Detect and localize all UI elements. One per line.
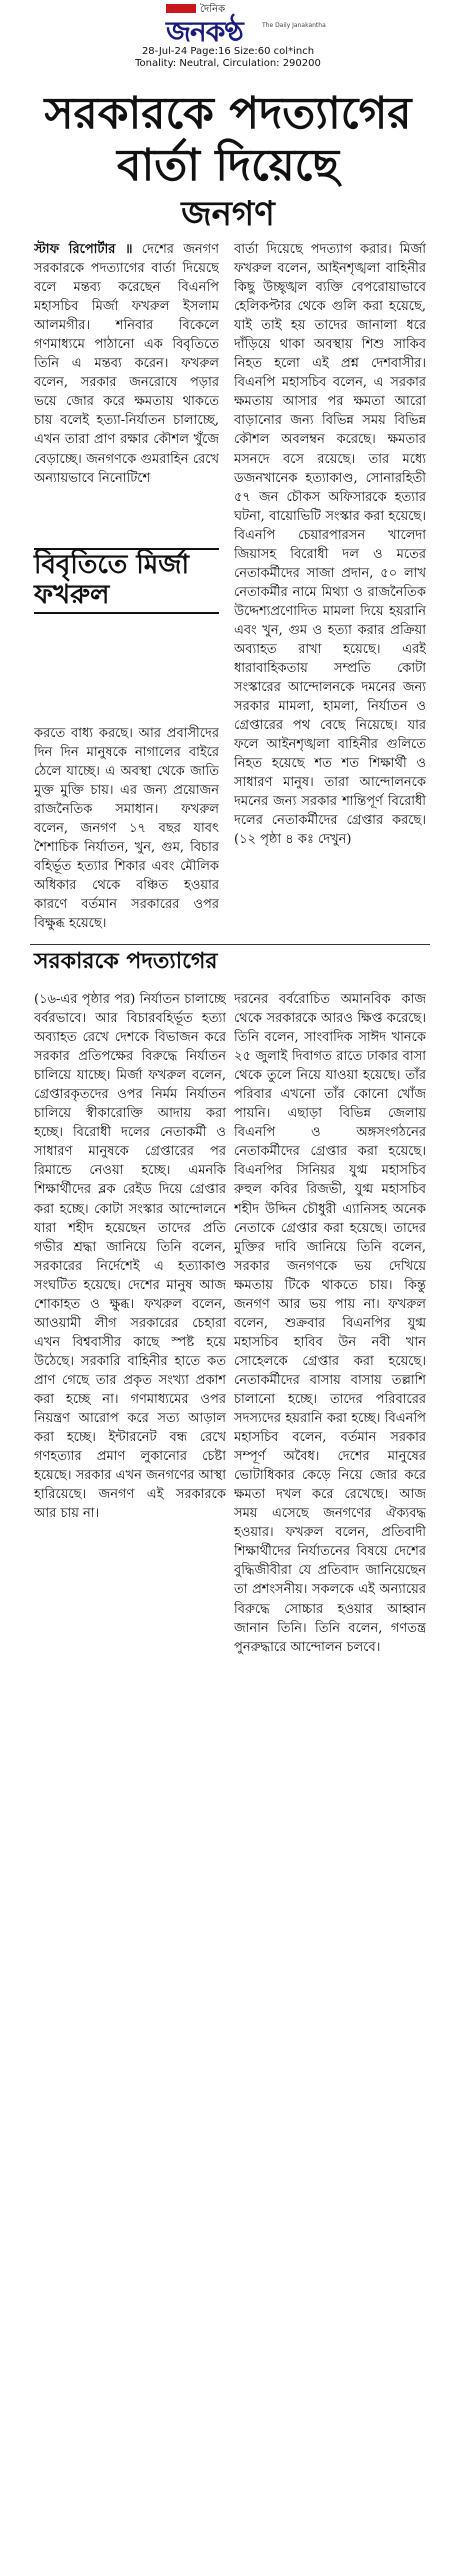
jump-headline: সরকারকে পদত্যাগের: [34, 948, 218, 974]
masthead: [0, 0, 456, 72]
jump-column-2: [234, 990, 426, 2550]
article-column-1-continued: [34, 724, 219, 946]
article-column-1: [34, 240, 219, 724]
headline-line-1: সরকারকে পদত্যাগের: [44, 88, 412, 139]
jump-column-2-text: দরনের বর্বরোচিত অমানবিক কাজ থেকে সরকারকে আরও ক্ষিপ্ত করেছে। তিনি বলেন, সাংবাদিক সাঈদ খানকে ২৫ জুলাই দিবাগত রাতে ঢাকার বাসা থেকে তুলে নিয়ে যাওয়া হয়েছে। তাঁর পরিবার এখনো তাঁর কোনো খোঁজ পায়নি। এছাড়া বিভিন্ন জেলায় বিএনপি ও অঙ্গসংগঠনের নেতাকর্মীদের গ্রেপ্তার করা হয়েছে। বিএনপির সিনিয়র যুগ্ম মহাসচিব রুহুল কবির রিজভী, যুগ্ম মহাসচিব শহীদ উদ্দিন চৌধুরী এ্যানিসহ অনেক নেতাকে গ্রেপ্তার করা হয়েছে। তাদের মুক্তির দাবি জানিয়ে তিনি বলেন, সরকার জনগণকে ভয় দেখিয়ে ক্ষমতায় টিকে থাকতে চায়। কিন্তু জনগণ আর ভয় পায় না। ফখরুল বলেন, শুক্রবার বিএনপির যুগ্ম মহাসচিব হাবিব উন নবী খান সোহেলকে গ্রেপ্তার করা হয়েছে। নেতাকর্মীদের বাসায় বাসায় তল্লাশি চালানো হচ্ছে। তাদের পরিবারের সদস্যদের হয়রানি করা হচ্ছে। বিএনপি মহাসচিব বলেন, বর্তমান সরকার সম্পূর্ণ অবৈধ। দেশের মানুষের ভোটাধিকার কেড়ে নিয়ে জোর করে ক্ষমতা দখল করে রেখেছে। আজ সময় এসেছে জনগণের ঐক্যবদ্ধ হওয়ার। ফখরুল বলেন, প্রতিবাদী শিক্ষার্থীদের নির্যাতনের বিষয়ে দেশের বুদ্ধিজীবীরা যে প্রতিবাদ জানিয়েছেন তা প্রশংসনীয়। সকলকে এই অন্যায়ের বিরুদ্ধে সোচ্চার হওয়ার আহ্বান জানান তিনি। তিনি বলেন, গণতন্ত্র পুনরুদ্ধারে আন্দোলন চলবে।: [234, 992, 426, 1655]
column-1b-text: করতে বাধ্য করছে। আর প্রবাসীদের দিন দিন মানুষকে নাগালের বাইরে ঠেলে যাচ্ছে। এ অবস্থা থেকে জাতি মুক্ত মুক্তি চায়। এর জন্য প্রয়োজন রাজনৈতিক সমাধান। ফখরুল বলেন, জনগণ ১৭ বছর যাবৎ শৈশাচিক নির্যাতন, খুন, গুম, বিচার বহির্ভূত হত্যার শিকার এবং মৌলিক অধিকার থেকে বঞ্চিত হওয়ার কারণে বর্তমান সরকারের ওপর বিক্ষুব্ধ হয়েছে।: [34, 726, 219, 932]
byline: স্টাফ রিপোর্টার ॥: [34, 242, 133, 257]
headline-line-3: জনগণ: [181, 194, 275, 234]
clip-meta-circulation: Tonality: Neutral, Circulation: 290200: [135, 58, 321, 69]
logo-tagline: দৈনিক: [200, 4, 226, 15]
article-column-2: [234, 240, 426, 946]
headline-line-2: বার্তা দিয়েছে: [117, 140, 339, 191]
column-2-text: বার্তা দিয়েছে পদত্যাগ করার। মির্জা ফখরুল বলেন, আইনশৃঙ্খলা বাহিনীর কিছু উচ্ছৃঙ্খল ব্যক্তি বেপরোয়াভাবে হেলিকপ্টার থেকে গুলি করা হয়েছে, যাই তাই হয় তাদের জানালা ধরে দাঁড়িয়ে থাকা অবস্থায় শিশু সাকিব নিহত হলো এই প্রশ্ন দেশবাসীর। বিএনপি মহাসচিব বলেন, এ সরকার ক্ষমতায় আসার পর ক্ষমতা আরো বাড়ানোর জন্য বিভিন্ন সময় বিভিন্ন কৌশল অবলম্বন করেছে। ক্ষমতার মসনদে বসে রয়েছে। তার মধ্যে ডজনখানেক হত্যাকাণ্ড, সোনারহিতী ৫৭ জন চৌকস অফিসারকে হত্যার ঘটনা, বায়োভিটি সংস্কার করা হয়েছে। বিএনপি চেয়ারপারসন খালেদা জিয়াসহ বিরোধী দল ও মতের নেতাকর্মীদের সাজা প্রদান, ৫০ লাখ নেতাকর্মীর নামে মিথ্যা ও রাজনৈতিক উদ্দেশ্যপ্রণোদিত মামলা দিয়ে হয়রানি এবং খুন, গুম ও হত্যা করার প্রক্রিয়া অব্যাহত রাখা হয়েছে। এরই ধারাবাহিকতায় সম্প্রতি কোটা সংস্কারের আন্দোলনকে দমনের জন্য সরকার মামলা, হামলা, নির্যাতন ও গ্রেপ্তারের পথ বেছে নিয়েছে। যার ফলে আইনশৃঙ্খলা বাহিনীর গুলিতে নিহত হয়েছে শত শত শিক্ষার্থী ও সাধারণ মানুষ। তারা আন্দোলনকে দমনের জন্য সরকার শান্তিপূর্ণ বিরোধী দলের নেতাকর্মীদের গ্রেপ্তার করছে। (১২ পৃষ্ঠা ৪ কঃ দেখুন): [234, 242, 426, 848]
clip-meta-date: 28-Jul-24 Page:16 Size:60 col*inch: [141, 46, 315, 57]
section-divider: [30, 944, 430, 945]
logo-subtitle: The Daily Janakantha: [262, 22, 326, 29]
newspaper-logo: জনকণ্ঠ: [166, 15, 243, 48]
column-1-text: দেশের জনগণ সরকারকে পদত্যাগের বার্তা দিয়েছে বলে মন্তব্য করেছেন বিএনপি মহাসচিব মির্জা ফখরুল ইসলাম আলমগীর। শনিবার বিকেলে গণমাধ্যমে পাঠানো এক বিবৃতিতে তিনি এ মন্তব্য করেন। ফখরুল বলেন, সরকার জনরোষে পড়ার ভয়ে জোর করে ক্ষমতায় থাকতে চায় বলেই হত্যা-নির্যাতন চালাচ্ছে, এখন তারা প্রাণ রক্ষার কৌশল খুঁজে বেড়াচ্ছে। জনগণকে গুমরাহিন রেখে অন্যায়ভাবে নিনোটিশে: [34, 242, 219, 486]
jump-column-1-text: (১৬-এর পৃষ্ঠার পর) নির্যাতন চালাচ্ছে বর্বরভাবে। আর বিচারবহির্ভূত হত্যা অব্যাহত রেখে দেশকে বিভাজন করে সরকার প্রতিপক্ষের বিরুদ্ধে নির্যাতন চালিয়ে যাচ্ছে। মির্জা ফখরুল বলেন, গ্রেপ্তারকৃতদের ওপর নির্মম নির্যাতন চালিয়ে স্বীকারোক্তি আদায় করা হচ্ছে। বিরোধী দলের নেতাকর্মী ও সাধারণ মানুষকে গ্রেপ্তারের পর রিমান্ডে নেওয়া হচ্ছে। এমনকি শিক্ষার্থীদের ব্লক রেইড দিয়ে গ্রেপ্তার করা হচ্ছে। কোটা সংস্কার আন্দোলনে যারা শহীদ হয়েছেন তাদের প্রতি গভীর শ্রদ্ধা জানিয়ে তিনি বলেন, সরকারের নির্দেশেই এ হত্যাকাণ্ড সংঘটিত হয়েছে। দেশের মানুষ আজ শোকাহত ও ক্ষুব্ধ। ফখরুল বলেন, আওয়ামী লীগ সরকারের চেহারা এখন বিশ্ববাসীর কাছে স্পষ্ট হয়ে উঠেছে। সরকারি বাহিনীর হাতে কত প্রাণ গেছে তার প্রকৃত সংখ্যা প্রকাশ করা হচ্ছে না। গণমাধ্যমের ওপর নিয়ন্ত্রণ আরোপ করে সত্য আড়াল করা হচ্ছে। ইন্টারনেট বন্ধ রেখে গণহত্যার প্রমাণ লুকানোর চেষ্টা হয়েছে। সরকার এখন জনগণের আস্থা হারিয়েছে। জনগণ এই সরকারকে আর চায় না।: [34, 992, 226, 1522]
jump-column-1: [34, 990, 226, 2550]
subheading-box: বিবৃতিতে মির্জা ফখরুল: [34, 548, 219, 614]
